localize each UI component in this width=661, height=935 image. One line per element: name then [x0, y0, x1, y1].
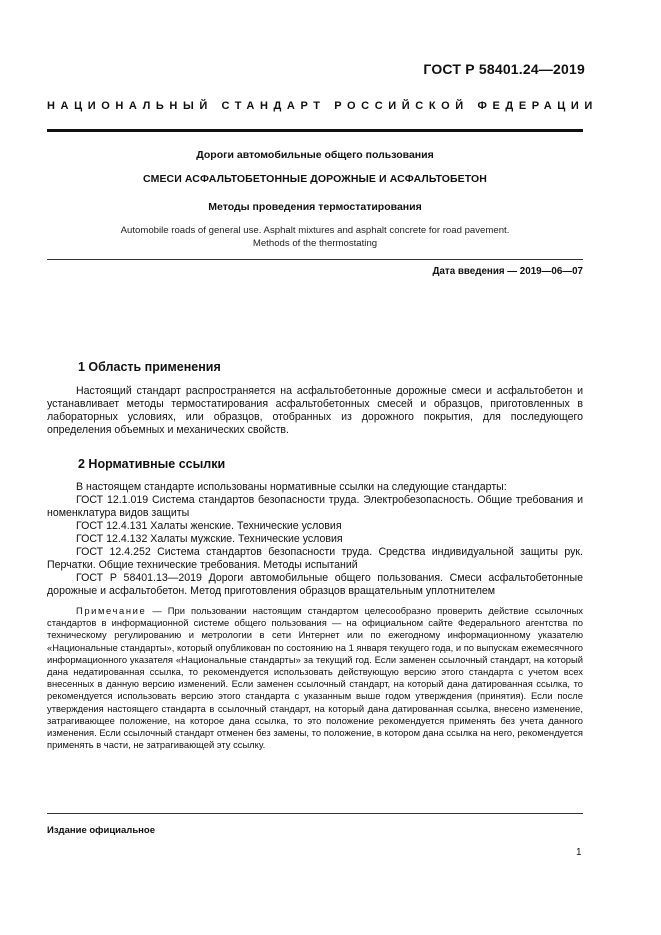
national-standard-title: НАЦИОНАЛЬНЫЙ СТАНДАРТ РОССИЙСКОЙ ФЕДЕРАЦИИ [47, 100, 598, 112]
reference-2-text: ГОСТ 12.4.131 Халаты женские. Технические условия [76, 520, 342, 532]
reference-5-text: ГОСТ Р 58401.13—2019 Дороги автомобильные общего пользования. Смеси асфальтобетонные дорожные и асфальтобетон. Метод приготовления образцов вращательным уплотнителем [47, 572, 583, 598]
english-title-line1: Automobile roads of general use. Asphalt mixtures and asphalt concrete for road pavement. [120, 225, 510, 236]
section-1-heading: 1 Область применения [78, 360, 221, 374]
reference-1 [47, 494, 583, 520]
reference-note [47, 605, 583, 751]
note-label: Примечание [76, 605, 147, 616]
section-2-intro [47, 481, 583, 494]
note-text: — При пользовании настоящим стандартом целесообразно проверить действие ссылочных стандартов в информационной системе общего пользования — на официальном сайте Федерального агентства по техническому регулированию и метрологии в сети Интернет или по ежегодному информационному указателю «Национальные стандарты», который опубликован по состоянию на 1 января текущего года, и по выпускам ежемесячного информационного указателя «Национальные стандарты» за текущий год. Если заменен ссылочный стандарт, на который дана недатированная ссылка, то рекомендуется использовать действующую версию этого стандарта с учетом всех внесенных в данную версию изменений. Если заменен ссылочный стандарт, на который дана датированная ссылка, то рекомендуется использовать версию этого стандарта с указанным выше годом утверждения (принятия). Если после утверждения настоящего стандарта в ссылочный стандарт, на который дана датированная ссылка, внесено изменение, затрагивающее положение, на которое дана ссылка, то это положение рекомендуется применять без учета данного изменения. Если ссылочный стандарт отменен без замены, то положение, в котором дана ссылка на него, рекомендуется применять в части, не затрагивающей эту ссылку. [47, 605, 583, 751]
english-title [47, 225, 583, 250]
introduction-date: Дата введения — 2019—06—07 [432, 266, 583, 277]
section-1-paragraph: Настоящий стандарт распространяется на асфальтобетонные дорожные смеси и асфальтобетон и устанавливает методы термостатирования асфальтобетонных смесей и образцов, приготовленных в лабораторных условиях, или образцов, отобранных из дорожного покрытия, для последующего определения объемных и механических свойств. [47, 385, 583, 437]
page-number: 1 [576, 847, 582, 858]
reference-1-text: ГОСТ 12.1.019 Система стандартов безопасности труда. Электробезопасность. Общие требования и номенклатура видов защиты [47, 494, 583, 520]
reference-4-text: ГОСТ 12.4.252 Система стандартов безопасности труда. Средства индивидуальной защиты рук. Перчатки. Общие технические требования. Методы испытаний [47, 546, 583, 572]
document-title-line1: Дороги автомобильные общего пользования [196, 149, 434, 161]
reference-2 [47, 520, 583, 533]
reference-3 [47, 533, 583, 546]
edition-label: Издание официальное [47, 825, 155, 836]
section-1-text [47, 385, 583, 437]
section-2-intro-text: В настоящем стандарте использованы нормативные ссылки на следующие стандарты: [76, 481, 507, 493]
footer-divider [47, 813, 583, 814]
reference-4 [47, 546, 583, 572]
gost-number: ГОСТ Р 58401.24—2019 [423, 61, 585, 77]
title-divider [47, 259, 583, 260]
section-2-heading: 2 Нормативные ссылки [78, 457, 226, 471]
english-title-line2: Methods of the thermostating [252, 237, 378, 249]
top-divider [47, 129, 583, 132]
reference-5 [47, 572, 583, 598]
document-title-line3: Методы проведения термостатирования [208, 201, 422, 213]
document-title-line2: СМЕСИ АСФАЛЬТОБЕТОННЫЕ ДОРОЖНЫЕ И АСФАЛЬТОБЕТОН [143, 173, 487, 185]
reference-3-text: ГОСТ 12.4.132 Халаты мужские. Технические условия [76, 533, 343, 545]
